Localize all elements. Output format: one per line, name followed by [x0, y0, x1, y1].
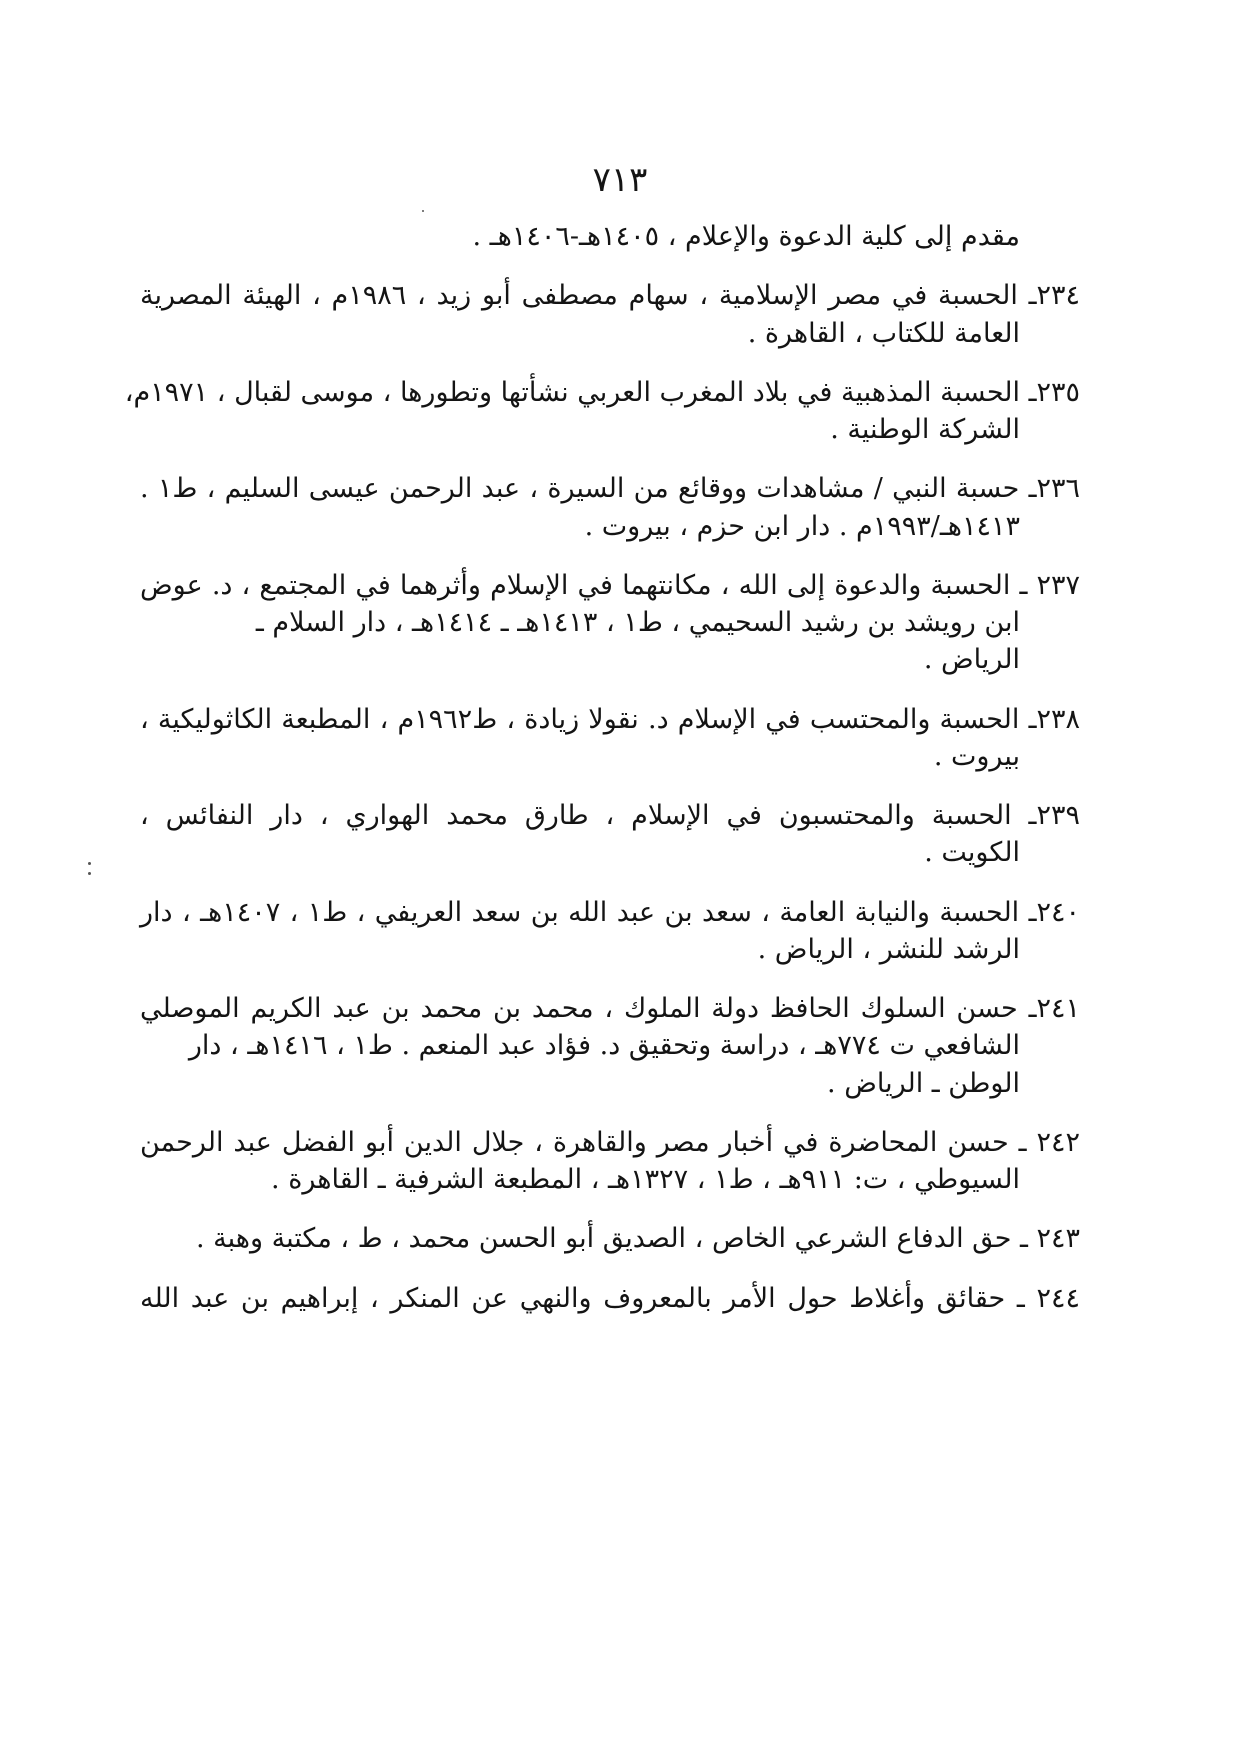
- entry-line: الرياض .: [923, 644, 1020, 676]
- entry-line: ٢٣٨ـ الحسبة والمحتسب في الإسلام د. نقولا زيادة ، ط١٩٦٢م ، المطبعة الكاثوليكية ،: [140, 703, 1080, 735]
- bibliography-entry-236: [140, 470, 1080, 545]
- entry-line: ٢٤١ـ حسن السلوك الحافظ دولة الملوك ، محمد بن محمد بن عبد الكريم الموصلي: [140, 993, 1080, 1024]
- entry-line: الشركة الوطنية .: [830, 414, 1020, 445]
- entry-line: ٢٤٣ ـ حق الدفاع الشرعي الخاص ، الصديق أبو الحسن محمد ، ط ، مكتبة وهبة .: [196, 1223, 1080, 1255]
- entry-line: الكويت .: [924, 837, 1020, 869]
- entry-line: ٢٣٤ـ الحسبة في مصر الإسلامية ، سهام مصطفى أبو زيد ، ١٩٨٦م ، الهيئة المصرية: [140, 280, 1081, 312]
- entry-line: ٢٣٦ـ حسبة النبي / مشاهدات ووقائع من السيرة ، عبد الرحمن عيسى السليم ، ط١ .: [140, 473, 1080, 505]
- entry-line: ٢٤٤ ـ حقائق وأغلاط حول الأمر بالمعروف والنهي عن المنكر ، إبراهيم بن عبد الله: [140, 1282, 1080, 1314]
- scan-speck: [422, 210, 424, 212]
- entry-line: العامة للكتاب ، القاهرة .: [747, 317, 1020, 349]
- entry-line: الشافعي ت ٧٧٤هـ ، دراسة وتحقيق د. فؤاد عبد المنعم . ط١ ، ١٤١٦هـ ، دار: [188, 1030, 1020, 1062]
- entry-line: ٢٣٧ ـ الحسبة والدعوة إلى الله ، مكانتهما في الإسلام وأثرهما في المجتمع ، د. عوض: [140, 569, 1080, 601]
- scan-speck: [88, 872, 91, 875]
- continued-entry-line: مقدم إلى كلية الدعوة والإعلام ، ١٤٠٥هـ-١٤٠٦هـ .: [472, 221, 1020, 252]
- bibliography-entry-242: [140, 1124, 1080, 1199]
- bibliography-entry-239: [140, 797, 1080, 872]
- entry-line: ابن رويشد بن رشيد السحيمي ، ط١ ، ١٤١٣هـ ـ ١٤١٤هـ ، دار السلام ـ: [255, 607, 1020, 638]
- entry-line: الرشد للنشر ، الرياض .: [757, 933, 1020, 965]
- scan-speck: [88, 862, 91, 865]
- bibliography-entry-237: [140, 567, 1080, 679]
- bibliography-list: [124, 218, 1081, 1339]
- entry-line: السيوطي ، ت: ٩١١هـ ، ط١ ، ١٣٢٧هـ ، المطبعة الشرفية ـ القاهرة .: [271, 1164, 1020, 1195]
- entry-line: الوطن ـ الرياض .: [827, 1067, 1020, 1099]
- entry-line: ٢٤٠ـ الحسبة والنيابة العامة ، سعد بن عبد الله بن سعد العريفي ، ط١ ، ١٤٠٧هـ ، دار: [140, 896, 1081, 928]
- entry-line: ٢٣٥ـ الحسبة المذهبية في بلاد المغرب العربي نشأتها وتطورها ، موسى لقبال ، ١٩٧١م،: [124, 376, 1080, 408]
- entry-line: ١٤١٣هـ/١٩٩٣م . دار ابن حزم ، بيروت .: [584, 510, 1020, 542]
- bibliography-entry-238: [140, 701, 1080, 776]
- bibliography-entry-234: [140, 277, 1080, 352]
- entry-line: ٢٣٩ـ الحسبة والمحتسبون في الإسلام ، طارق محمد الهواري ، دار النفائس ،: [140, 800, 1080, 831]
- bibliography-entry-244: [140, 1280, 1080, 1317]
- bibliography-entry-243: [140, 1220, 1080, 1257]
- page-number: ٧١٣: [592, 160, 648, 200]
- bibliography-entry-235: [124, 374, 1080, 449]
- bibliography-entry-240: [140, 894, 1080, 969]
- entry-line: ٢٤٢ ـ حسن المحاضرة في أخبار مصر والقاهرة ، جلال الدين أبو الفضل عبد الرحمن: [140, 1126, 1080, 1158]
- bibliography-entry-241: [140, 990, 1080, 1102]
- entry-line: بيروت .: [933, 740, 1020, 772]
